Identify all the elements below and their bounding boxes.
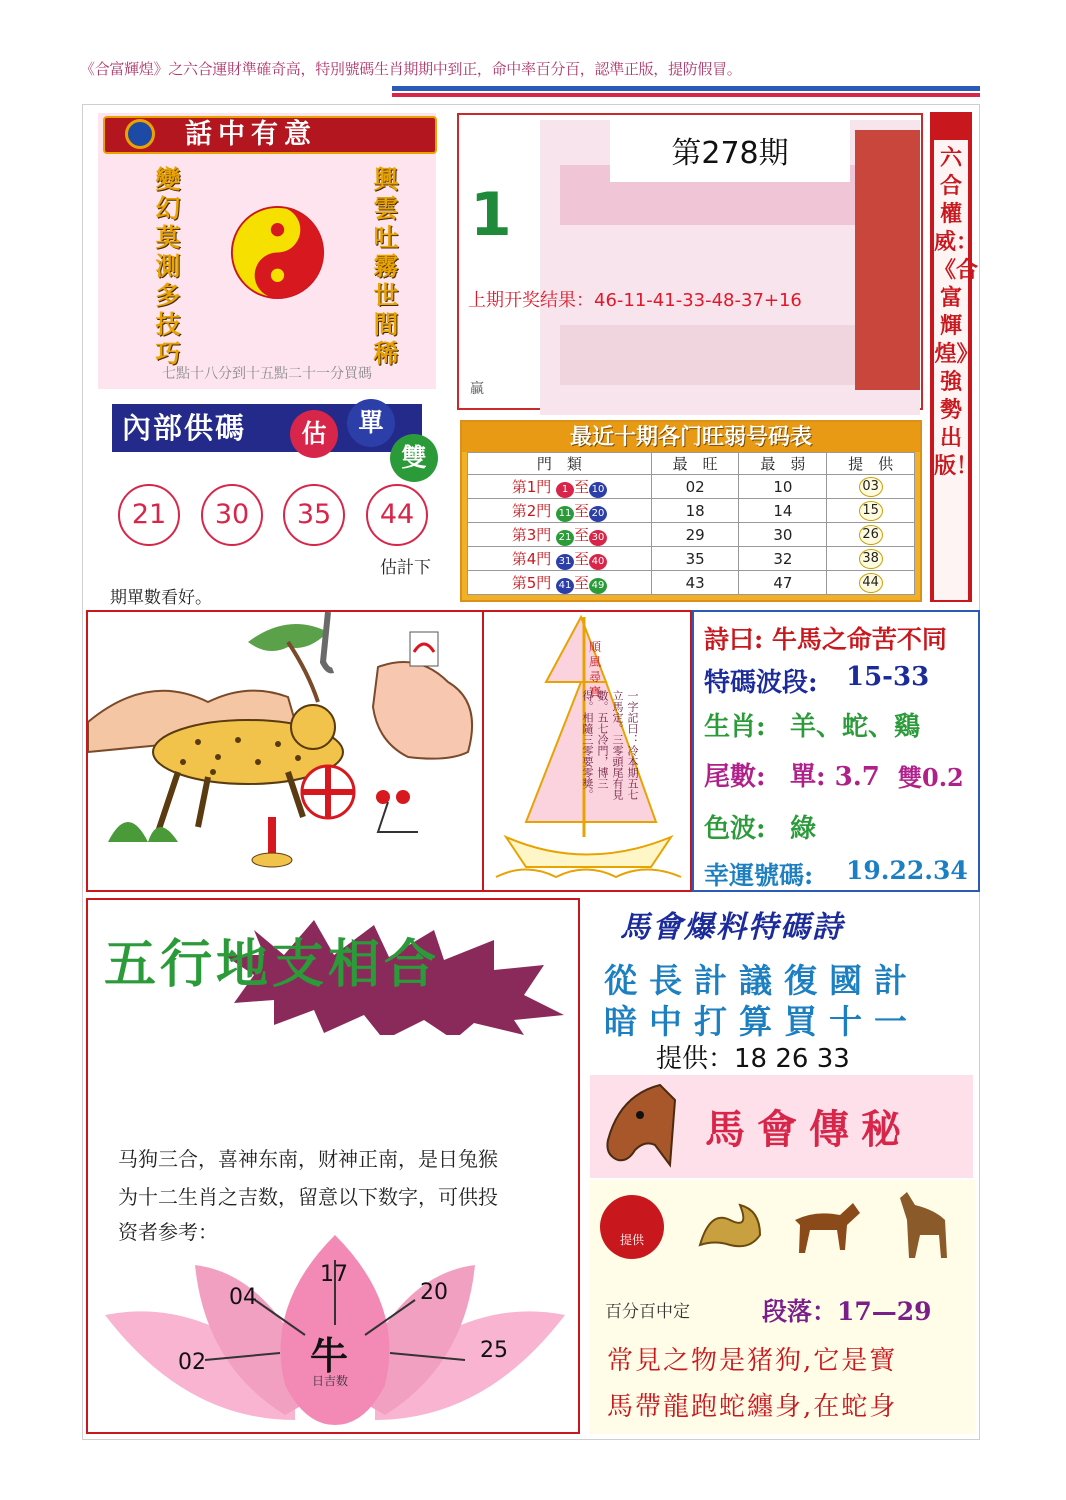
door-cell xyxy=(468,571,652,595)
max-cell: 35 xyxy=(651,547,739,571)
issue-number: 第278期 xyxy=(671,136,789,171)
to-word: 至 xyxy=(574,501,590,520)
min-cell: 14 xyxy=(739,499,827,523)
tail-label: 尾數: xyxy=(704,762,766,792)
lotus-number: 02 xyxy=(178,1350,206,1375)
sure-text: 百分百中定 xyxy=(605,1302,690,1322)
badge-dan: 單 xyxy=(347,399,395,447)
door-label: 第5門 xyxy=(511,573,552,592)
internal-note-1: 估計下 xyxy=(380,558,431,578)
max-cell: 29 xyxy=(651,523,739,547)
min-cell: 32 xyxy=(739,547,827,571)
door-label: 第4門 xyxy=(511,549,552,568)
yin-yang-icon xyxy=(230,205,325,300)
table-row xyxy=(468,523,915,547)
from-ball: 11 xyxy=(556,506,574,522)
horse-club-provide: 提供：18 26 33 xyxy=(656,1044,850,1074)
horse-club-title: 馬會爆料特碼詩 xyxy=(620,910,844,945)
table-row xyxy=(468,475,915,499)
max-cell: 18 xyxy=(651,499,739,523)
internal-number: 44 xyxy=(366,484,428,546)
wuxing-line-3: 资者参考： xyxy=(118,1220,218,1244)
door-label: 第1門 xyxy=(511,477,552,496)
offer-cell xyxy=(827,571,915,595)
door-table xyxy=(467,452,915,595)
from-ball: 1 xyxy=(556,482,574,498)
max-cell: 43 xyxy=(651,571,739,595)
stamp-badge: 提供 xyxy=(600,1195,664,1259)
to-ball: 40 xyxy=(589,554,607,570)
sail-poem-text: 一字記曰：冷本期五七立馬定。三零頭尾有見數。五七冷門，博三得。相隨三零要零獎。 xyxy=(581,690,639,800)
offer-cell xyxy=(827,475,915,499)
wuxing-line-1: 马狗三合，喜神东南，财神正南，是日兔猴 xyxy=(118,1147,498,1171)
max-cell: 02 xyxy=(651,475,739,499)
badge-gu: 估 xyxy=(290,410,338,458)
horse-club-poem-2: 暗中打算買十一 xyxy=(604,1002,919,1041)
internal-number: 30 xyxy=(201,484,263,546)
offer-value: 38 xyxy=(859,549,883,569)
tips-poem: 詩曰: 牛馬之命苦不同 xyxy=(704,625,947,654)
offer-value: 44 xyxy=(859,573,883,593)
door-cell xyxy=(468,523,652,547)
internal-note-2: 期單數看好。 xyxy=(110,588,212,608)
to-word: 至 xyxy=(574,525,590,544)
hua-zhong-right-verse: 興雲吐霧世間稀 xyxy=(373,165,399,368)
internal-title: 內部供碼 xyxy=(122,411,247,445)
horse-head-icon xyxy=(600,1080,680,1170)
table-row xyxy=(468,571,915,595)
from-ball: 21 xyxy=(556,530,574,546)
wuxing-line-2: 为十二生肖之吉数，留意以下数字，可供投 xyxy=(118,1185,498,1209)
tail-dan: 單: 3.7 xyxy=(790,762,880,792)
door-cell xyxy=(468,547,652,571)
dragon-icon xyxy=(690,1190,770,1260)
to-word: 至 xyxy=(574,549,590,568)
table-header: 門 類 xyxy=(468,453,652,475)
internal-number: 35 xyxy=(283,484,345,546)
goat-icon xyxy=(885,1190,965,1265)
lotus-center: 牛 xyxy=(310,1333,349,1378)
min-cell: 10 xyxy=(739,475,827,499)
secret-line-2: 馬帶龍跑蛇纏身,在蛇身 xyxy=(607,1392,898,1422)
table-row xyxy=(468,547,915,571)
door-cell xyxy=(468,499,652,523)
zodiac-label: 生肖: xyxy=(704,712,766,742)
badge-shuang: 雙 xyxy=(390,434,438,482)
header-stripe-blue xyxy=(392,86,980,91)
to-word: 至 xyxy=(574,477,590,496)
ying-char: 贏 xyxy=(470,381,484,397)
lotus-number: 25 xyxy=(480,1338,508,1363)
hua-zhong-left-verse: 變幻莫測多技巧 xyxy=(155,165,181,368)
to-ball: 49 xyxy=(589,578,607,594)
logo-icon xyxy=(125,119,155,149)
sail-flag-text: 順風尋寶 xyxy=(588,640,601,699)
lucky-value: 19.22.34 xyxy=(846,856,968,885)
lucky-label: 幸運號碼: xyxy=(704,861,814,890)
color-label: 色波: xyxy=(704,814,766,844)
to-word: 至 xyxy=(574,573,590,592)
horse-club-poem-1: 從長計議復國計 xyxy=(604,961,919,1000)
hua-zhong-title: 話中有意 xyxy=(185,119,317,150)
last-result: 上期开奖结果：46-11-41-33-48-37+16 xyxy=(468,290,802,311)
secret-title: 馬會傳秘 xyxy=(705,1106,913,1153)
wuxing-title: 五行地支相合 xyxy=(104,934,441,995)
table-header: 提 供 xyxy=(827,453,915,475)
table-row xyxy=(468,499,915,523)
header-tagline: 《合富輝煌》之六合運財準確奇高，特別號碼生肖期期中到正，命中率百分百，認準正版，提防假冒。 xyxy=(80,60,742,78)
segment-text: 段落：17—29 xyxy=(762,1297,932,1326)
offer-cell xyxy=(827,499,915,523)
green-digit-fragment: 1 xyxy=(470,180,512,250)
secret-line-1: 常見之物是猪狗,它是寶 xyxy=(607,1346,898,1376)
from-ball: 31 xyxy=(556,554,574,570)
lotus-number: 20 xyxy=(420,1280,448,1305)
color-value: 綠 xyxy=(790,814,817,844)
wave-label: 特碼波段: xyxy=(704,668,818,698)
hua-zhong-time-note: 七點十八分到十五點二十一分買碼 xyxy=(162,366,372,382)
door-cell xyxy=(468,475,652,499)
side-banner-text: 六合權威：《合富輝煌》強勢出版！ xyxy=(934,145,979,479)
min-cell: 30 xyxy=(739,523,827,547)
horse-icon xyxy=(785,1195,865,1260)
offer-value: 26 xyxy=(859,525,883,545)
door-table-title: 最近十期各门旺弱号码表 xyxy=(462,422,920,452)
offer-value: 15 xyxy=(859,501,883,521)
offer-value: 03 xyxy=(859,477,883,497)
table-header: 最 旺 xyxy=(651,453,739,475)
offer-cell xyxy=(827,547,915,571)
internal-number: 21 xyxy=(118,484,180,546)
decorative-image xyxy=(855,130,920,390)
from-ball: 41 xyxy=(556,578,574,594)
header-stripe-red xyxy=(392,93,980,97)
lotus-number: 04 xyxy=(229,1285,257,1310)
door-label: 第2門 xyxy=(511,501,552,520)
zodiac-value: 羊、蛇、鷄 xyxy=(790,712,921,742)
to-ball: 10 xyxy=(589,482,607,498)
table-header: 最 弱 xyxy=(739,453,827,475)
blurred-area xyxy=(560,325,900,385)
wave-value: 15-33 xyxy=(846,662,930,692)
offer-cell xyxy=(827,523,915,547)
min-cell: 47 xyxy=(739,571,827,595)
lotus-sub: 日吉数 xyxy=(312,1374,349,1388)
tail-shuang: 雙0.2 xyxy=(898,763,964,792)
to-ball: 30 xyxy=(589,530,607,546)
to-ball: 20 xyxy=(589,506,607,522)
leopard-illustration xyxy=(88,612,482,890)
door-label: 第3門 xyxy=(511,525,552,544)
lotus-number: 17 xyxy=(320,1262,348,1287)
